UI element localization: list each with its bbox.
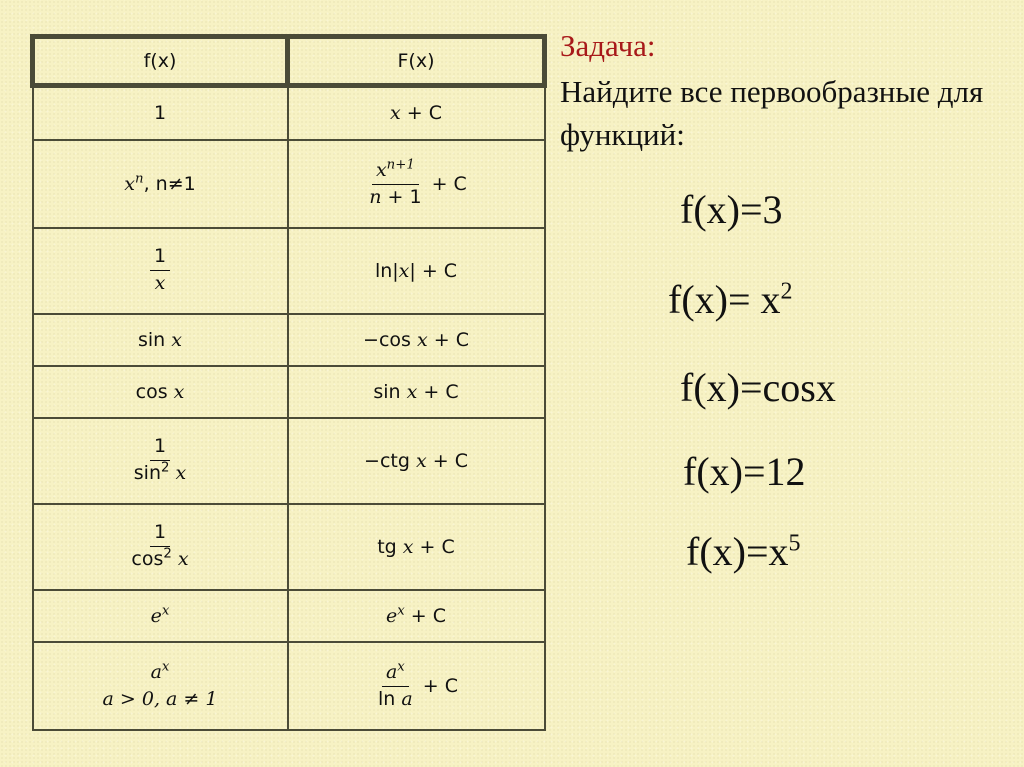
cell-F: $\frac{a^x}{\text{ln a}}$ + C xyxy=(288,642,545,730)
cell-f: sin x xyxy=(33,314,288,366)
cell-F xyxy=(288,86,545,140)
cell-F: sin x + C xyxy=(288,366,545,418)
table-row xyxy=(33,418,545,504)
task-text: Найдите все первообразные для функций: xyxy=(560,74,984,152)
function-3: f(x)=cosx xyxy=(680,365,836,410)
table-row xyxy=(33,140,545,228)
cell-f: $e^x$ xyxy=(33,590,288,642)
header-fx: f(x) xyxy=(33,37,288,86)
cell-f: 1 xyxy=(33,86,288,140)
function-2: $f(x)= x^2$ xyxy=(668,277,793,322)
var: x xyxy=(390,102,401,125)
cell-F: ln|x| + C xyxy=(288,228,545,314)
tail: + C xyxy=(406,102,442,125)
table-row xyxy=(33,314,545,366)
fraction: $\frac{x^{n+1}}{n + 1}$ xyxy=(369,157,422,208)
cell-f xyxy=(33,228,288,314)
cell-F: $e^x + C$ xyxy=(288,590,545,642)
table-header-row xyxy=(33,37,545,86)
cell-F: −ctg x + C xyxy=(288,418,545,504)
cell-F: −cos x + C xyxy=(288,314,545,366)
function-4: f(x)=12 xyxy=(683,449,806,494)
function-5: $f(x)=x^5$ xyxy=(686,529,801,574)
function-1: f(x)=3 xyxy=(680,187,783,232)
cell-f: $x^n$, n≠1 xyxy=(33,140,288,228)
cell-F: tg x + C xyxy=(288,504,545,590)
cell-f: $a^x$ a > 0, a ≠ 1 xyxy=(33,642,288,730)
cell-f: cos x xyxy=(33,366,288,418)
table-row xyxy=(33,228,545,314)
fraction: $\frac{1}{\cos^2 x}$ xyxy=(131,521,189,570)
table-row xyxy=(33,642,545,730)
cell-F: $\frac{x^{n+1}}{n + 1}$ + C xyxy=(288,140,545,228)
table-row xyxy=(33,86,545,140)
antiderivative-table xyxy=(30,34,547,731)
table-row xyxy=(33,366,545,418)
fraction: $\frac{a^x}{\text{ln a}}$ xyxy=(378,659,413,710)
cell-f xyxy=(33,504,288,590)
fraction: $\frac{1}{x}$ xyxy=(150,246,170,295)
cell-f xyxy=(33,418,288,504)
fraction: $\frac{1}{\sin^2 x}$ xyxy=(133,435,187,484)
table-row xyxy=(33,590,545,642)
header-Fx: F(x) xyxy=(288,37,545,86)
table-row xyxy=(33,504,545,590)
task-label: Задача: xyxy=(560,28,656,63)
